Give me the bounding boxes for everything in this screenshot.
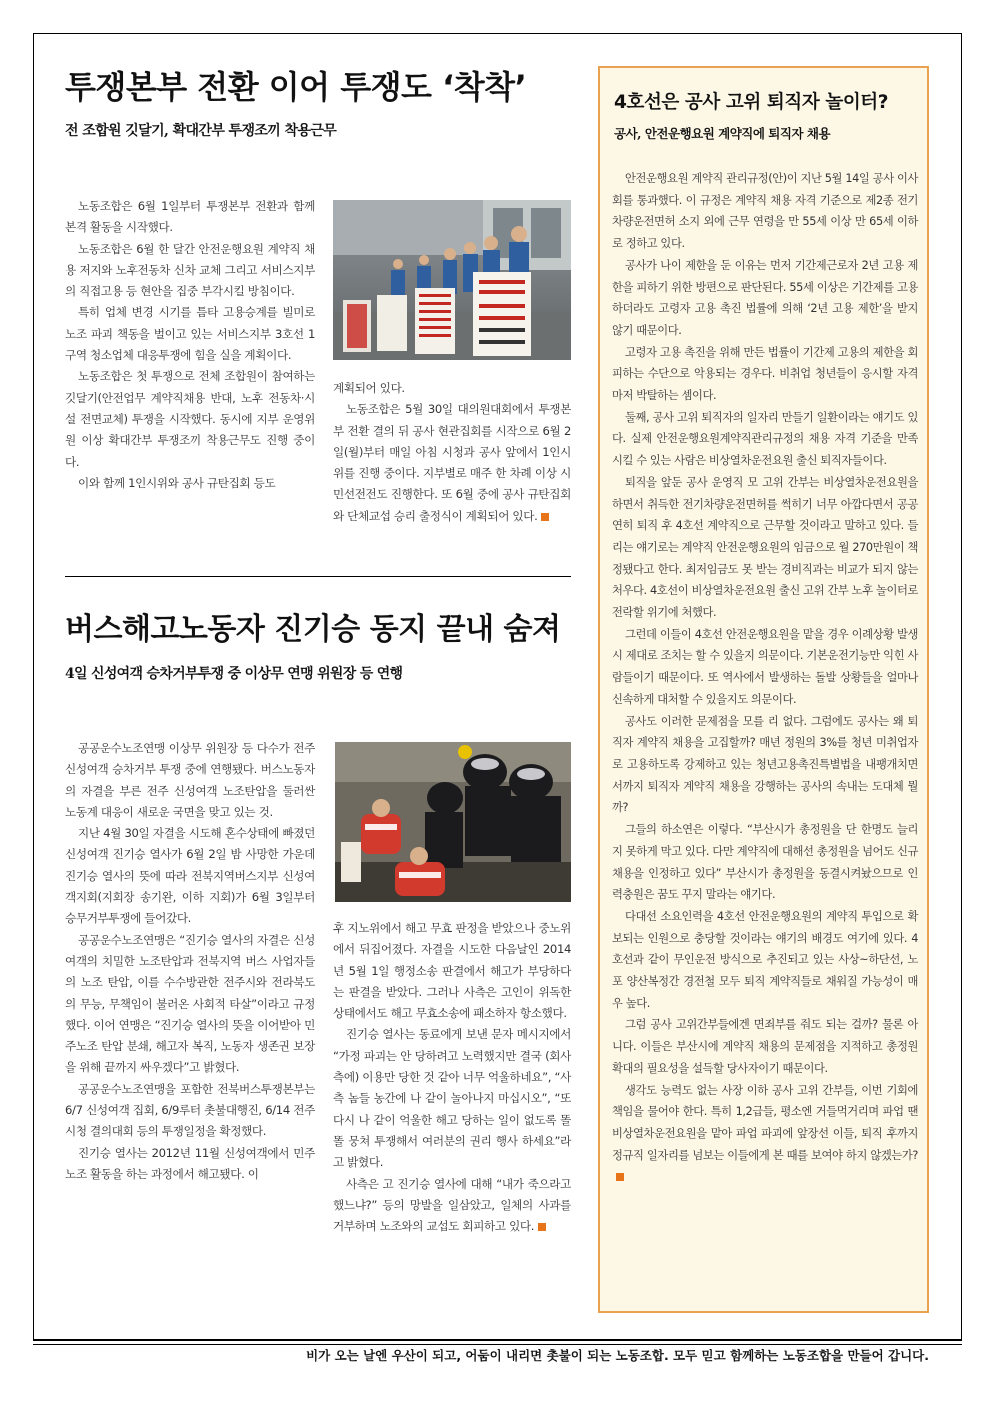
end-mark-icon [616, 1173, 624, 1181]
article1-headline: 투쟁본부 전환 이어 투쟁도 ‘착착’ [65, 68, 527, 106]
article-divider [65, 576, 571, 577]
paragraph: 이와 함께 1인시위와 공사 규탄집회 등도 [78, 475, 276, 490]
article2-column-2 [333, 918, 571, 1237]
paragraph [333, 1174, 571, 1238]
paragraph: 그런데 이들이 4호선 안전운행요원을 맡을 경우 이례상황 발생시 제대로 조치는 할 수 있을지 의문이다. 기본운전기능만 익힌 사람들이기 때문이다. 또 역사에서 발생하는 돌발 상황들을 얼마나 신속하게 대처할 수 있을지도 의문이다. [612, 627, 918, 706]
paragraph-text: 노동조합은 5월 30일 대의원대회에서 투쟁본부 전환 결의 뒤 공사 현관집회를 시작으로 6월 2일(월)부터 매일 아침 시청과 공사 앞에서 1인시위를 진행 중이다. 지부별로 매주 한 차례 이상 시민선전전도 진행한다. 또 6월 중에 공사 규탄집회와 단체교섭 승리 출정식이 계획되어 있다. [333, 402, 571, 523]
footer-slogan: 비가 오는 날엔 우산이 되고, 어둠이 내리면 촛불이 되는 노동조합. 모두 믿고 함께하는 노동조합을 만들어 갑니다. [306, 1348, 929, 1363]
paragraph-text: 사측은 고 진기승 열사에 대해 “내가 죽으라고 했느냐?” 등의 망발을 일삼았고, 일체의 사과를 거부하며 노조와의 교섭도 회피하고 있다. [333, 1176, 571, 1234]
article1-column-1 [65, 196, 315, 494]
paragraph: 노동조합은 6월 한 달간 안전운행요원 계약직 채용 저지와 노후전동차 신차 교체 그리고 서비스지부의 직접고용 등 현안을 집중 부각시킬 방침이다. [65, 241, 315, 299]
paragraph: 후 지노위에서 해고 무효 판정을 받았으나 중노위에서 뒤집어졌다. 자결을 시도한 다음날인 2014년 5월 1일 행정소송 판결에서 해고가 부당하다는 판결을 받았다. 그러나 사측은 고인이 위독한 상태에서도 해고 무효소송에 패소하자 항소했다. [333, 921, 571, 1021]
paragraph: 지난 4월 30일 자결을 시도해 혼수상태에 빠졌던 신성여객 진기승 열사가 6월 2일 밤 사망한 가운데 진기승 열사의 뜻에 따라 전북지역버스지부 신성여객지회(지회장 송기완, 이하 지회)가 6월 3일부터 승무거부투쟁에 들어갔다. [65, 826, 315, 926]
article1-subhead: 전 조합원 깃달기, 확대간부 투쟁조끼 착용근무 [65, 123, 337, 139]
article2-subhead: 4일 신성여객 승차거부투쟁 중 이상무 연맹 위원장 등 연행 [65, 666, 403, 682]
article1-column-2 [333, 378, 571, 527]
end-mark-icon [538, 1223, 546, 1231]
paragraph: 공사도 이러한 문제점을 모를 리 없다. 그럼에도 공사는 왜 퇴직자 계약직 채용을 고집할까? 매년 정원의 3%를 청년 미취업자로 고용하도록 강제하고 있는 청년고용촉진특별법을 내팽개치면서까지 퇴직자 계약직 채용을 강행하는 공사의 속내는 도대체 뭘까? [612, 714, 918, 815]
paragraph: 진기승 열사는 동료에게 보낸 문자 메시지에서 “가정 파괴는 안 당하려고 노력했지만 결국 (회사측에) 이용만 당한 것 같아 너무 억울하네요”, “사측 놈들 농간에 나 같이 놀아나지 마십시오”, “또 다시 나 같이 억울한 해고 당하는 일이 없도록 똘똘 뭉쳐 투쟁해서 여러분의 권리 행사 하세요”라고 밝혔다. [333, 1027, 571, 1170]
paragraph: 노동조합은 6월 1일부터 투쟁본부 전환과 함께 본격 활동을 시작했다. [65, 199, 315, 235]
paragraph: 계획되어 있다. [333, 381, 405, 395]
paragraph: 그럼 공사 고위간부들에겐 면죄부를 줘도 되는 걸까? 물론 아니다. 이들은 부산시에 계약직 채용의 문제점을 지적하고 총정원 확대의 필요성을 설득할 당사자이기 때문이다. [612, 1018, 918, 1075]
paragraph: 안전운행요원 계약직 관리규정(안)이 지난 5월 14일 공사 이사회를 통과했다. 이 규정은 계약직 채용 자격 기준으로 제2종 전기차량운전면허 소지 외에 근무 연령을 만 55세 이상 만 65세 이하로 정하고 있다. [612, 172, 918, 251]
paragraph: 공공운수노조연맹은 “진기승 열사의 자결은 신성여객의 치밀한 노조탄압과 전북지역 버스 사업자들의 노조 탄압, 이를 수수방관한 전주시와 전라북도의 무능, 무책임이 불러온 사회적 타살”이라고 규정했다. 이어 연맹은 “진기승 열사의 뜻을 이어받아 민주노조 탄압 분쇄, 해고자 복직, 노동자 생존권 보장을 위해 끝까지 싸우겠다”고 밝혔다. [65, 932, 315, 1075]
paragraph: 특히 업체 변경 시기를 틈타 고용승계를 빌미로 노조 파괴 책동을 벌이고 있는 서비스지부 3호선 1구역 청소업체 대응투쟁에 힘을 실을 계획이다. [65, 305, 315, 363]
paragraph: 진기승 열사는 2012년 11월 신성여객에서 민주노조 활동을 하는 과정에서 해고됐다. 이 [65, 1145, 315, 1181]
paragraph: 공사가 나이 제한을 둔 이유는 먼저 기간제근로자 2년 고용 제한을 피하기 위한 방편으로 판단된다. 55세 이상은 기간제를 고용하더라도 고령자 고용 촉진 법률에 의해 ‘2년 고용 제한’을 받지 않기 때문이다. [612, 258, 918, 337]
paragraph: 고령자 고용 촉진을 위해 만든 법률이 기간제 고용의 제한을 회피하는 수단으로 악용되는 경우다. 비취업 청년들이 응시할 자격마저 박탈하는 셈이다. [612, 345, 918, 403]
article2-column-1 [65, 738, 315, 1185]
paragraph [333, 399, 571, 527]
paragraph: 공공운수노조연맹 이상무 위원장 등 다수가 전주 신성여객 승차거부 투쟁 중에 연행됐다. 버스노동자의 자결을 부른 전주 신성여객 노조탄압을 둘러싼 노동계 대응이 새로운 국면을 맞고 있는 것. [65, 741, 315, 819]
paragraph: 공공운수노조연맹을 포함한 전북버스투쟁본부는 6/7 신성여객 집회, 6/9루터 촛불대행진, 6/14 전주시청 결의대회 등의 투쟁일정을 확정했다. [65, 1081, 315, 1139]
paragraph: 퇴직을 앞둔 공사 운영직 모 고위 간부는 비상열차운전요원을 하면서 취득한 전기차량운전면허를 썩히기 너무 아깝다면서 공공연히 퇴직 후 4호선 계약직으로 근무할 것이라고 말하고 있다. 들리는 얘기로는 계약직 안전운행요원의 임금으로 월 270만원이 책정됐다고 한다. 최저임금도 못 받는 경비직과는 비교가 되지 않는 처우다. 4호선이 비상열차운전요원 출신 고위 간부 노후 놀이터로 전락할 위기에 처했다. [612, 475, 918, 620]
footer-rule [33, 1340, 962, 1345]
paragraph-text: 생각도 능력도 없는 사장 이하 공사 고위 간부들, 이번 기회에 책임을 물어야 한다. 특히 1,2급들, 평소엔 거들먹거리며 파업 땐 비상열차운전요원을 맡아 파업 파괴에 앞장선 이들, 퇴직 후까지 정규직 일자리를 넘보는 이들에게 본 때를 보여야 하지 않겠는가? [612, 1083, 918, 1162]
paragraph: 노동조합은 첫 투쟁으로 전체 조합원이 참여하는 깃달기(안전업무 계약직채용 반대, 노후 전동차·시설 전면교체) 투쟁을 시작했다. 동시에 지부 운영위원 이상 확대간부 투쟁조끼 착용근무도 진행 중이다. [65, 369, 315, 469]
protest-photo [333, 200, 571, 360]
paragraph: 다대선 소요인력을 4호선 안전운행요원의 계약직 투입으로 확보되는 인원으로 충당할 것이라는 얘기의 배경도 여기에 있다. 4호선과 같이 무인운전 방식으로 추진되고 있는 사상~하단선, 노포 양산복정간 경전철 모두 퇴직 계약직들로 채워질 가능성이 매우 높다. [612, 909, 918, 1010]
sidebar-subhead: 공사, 안전운행요원 계약직에 퇴직자 채용 [614, 126, 831, 141]
paragraph: 둘째, 공사 고위 퇴직자의 일자리 만들기 일환이라는 얘기도 있다. 실제 안전운행요원계약직관리규정의 채용 자격 기준을 만족시킬 수 있는 사람은 비상열차운전요원 출신 퇴직자들이다. [612, 410, 918, 468]
paragraph: 그들의 하소연은 이렇다. “부산시가 총정원을 단 한명도 늘리지 못하게 막고 있다. 다만 계약직에 대해선 총정원을 넘어도 신규채용을 인정하고 있다” 부산시가 총정원을 동결시켜놨으므로 인력충원은 꿈도 꾸지 말라는 얘기다. [612, 823, 918, 902]
sidebar-body [612, 168, 918, 1188]
sidebar-headline: 4호선은 공사 고위 퇴직자 놀이터? [614, 92, 889, 113]
article2-headline: 버스해고노동자 진기승 동지 끝내 숨져 [65, 612, 561, 647]
paragraph [612, 1080, 918, 1189]
arrest-photo [335, 742, 571, 902]
end-mark-icon [541, 513, 549, 521]
